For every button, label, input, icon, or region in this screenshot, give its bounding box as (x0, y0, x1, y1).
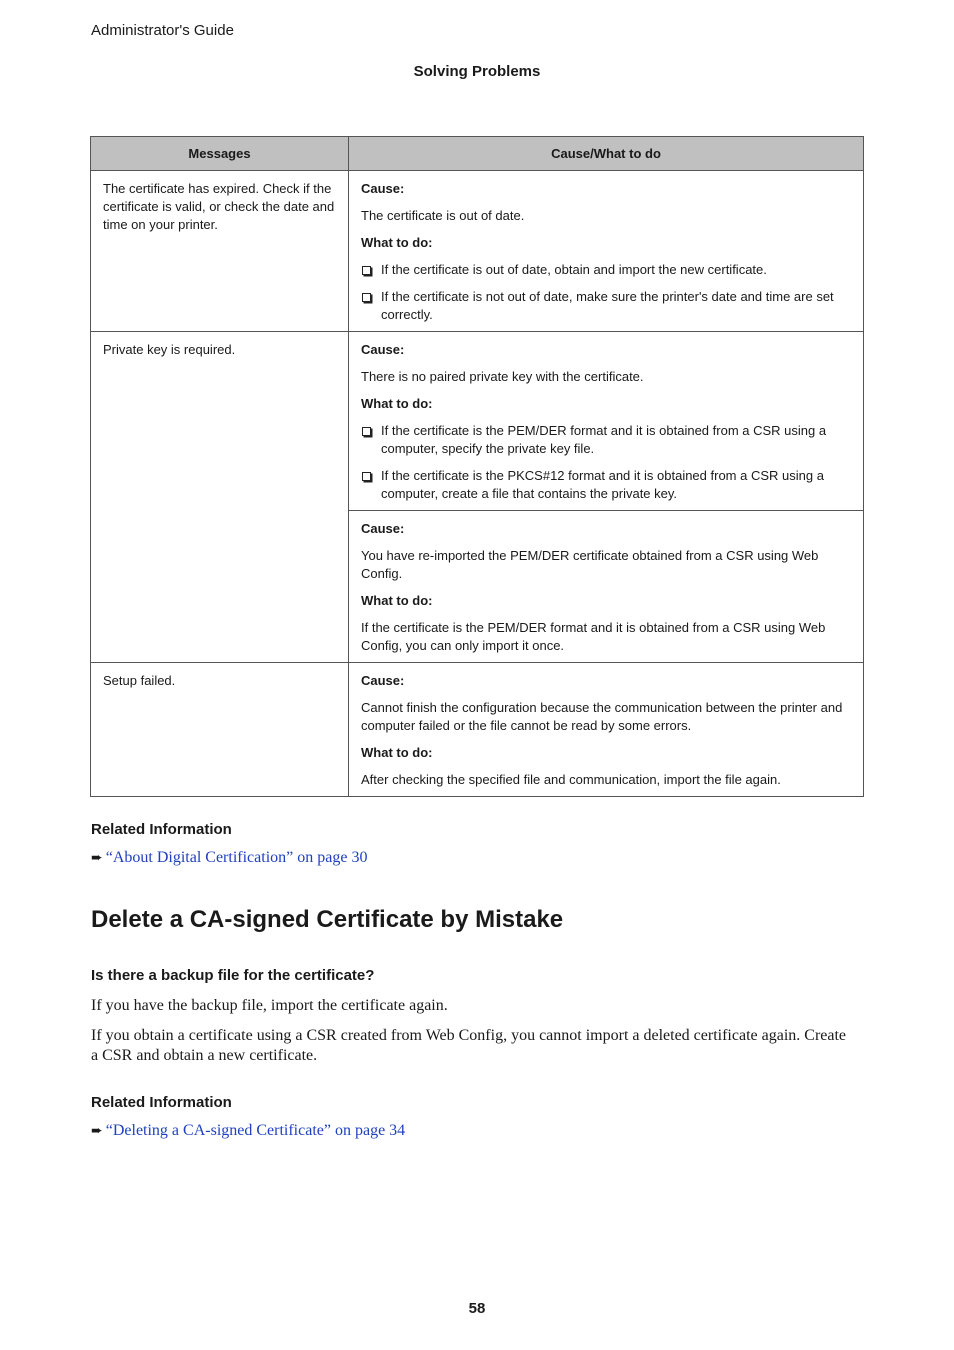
messages-table (90, 136, 864, 797)
checklist-item (361, 288, 851, 324)
what-to-do-label: What to do: (361, 745, 433, 760)
section-title: Delete a CA-signed Certificate by Mistake (91, 906, 564, 933)
checklist-item (361, 467, 851, 503)
paragraph: If you have the backup file, import the certificate again. (91, 997, 448, 1014)
checkbox-bullet-icon (362, 293, 371, 302)
arrow-right-icon: ➨ (91, 850, 103, 866)
cause-cell (349, 663, 864, 797)
cause-cell (349, 332, 864, 511)
message-text: Private key is required. (103, 342, 236, 357)
document-title: Administrator's Guide (91, 22, 234, 39)
related-information-heading: Related Information (91, 821, 232, 838)
related-information-heading: Related Information (91, 1094, 232, 1111)
checklist-item-text: If the certificate is the PEM/DER format and it is obtained from a CSR using a computer, specify the private key file. (381, 423, 827, 456)
message-text: Setup failed. (103, 673, 176, 688)
what-to-do-text: After checking the specified file and communication, import the file again. (361, 772, 781, 787)
what-to-do-label: What to do: (361, 235, 433, 250)
paragraph: If you obtain a certificate using a CSR created from Web Config, you cannot import a deleted certificate again. Create a CSR and obtain a new certificate. (91, 1027, 847, 1064)
checklist-item-text: If the certificate is out of date, obtain and import the new certificate. (381, 262, 767, 277)
cause-cell (349, 511, 864, 663)
table-row (91, 663, 864, 797)
cause-cell (349, 171, 864, 332)
cause-text: The certificate is out of date. (361, 208, 525, 223)
cause-label: Cause: (361, 673, 405, 688)
arrow-right-icon: ➨ (91, 1123, 103, 1139)
checklist-item-text: If the certificate is the PKCS#12 format and it is obtained from a CSR using a computer, create a file that contains the private key. (381, 468, 824, 501)
message-cell (91, 663, 349, 797)
cause-text: Cannot finish the configuration because the communication between the printer and computer failed or the file cannot be read by some errors. (361, 700, 843, 733)
related-link-item (91, 849, 367, 867)
checkbox-bullet-icon (362, 266, 371, 275)
message-cell (91, 171, 349, 332)
subheading: Is there a backup file for the certificate? (91, 967, 375, 984)
related-link-item (91, 1122, 405, 1140)
section-header: Solving Problems (413, 63, 541, 80)
deleting-ca-signed-certificate-link[interactable]: “Deleting a CA-signed Certificate” on page 34 (105, 1122, 406, 1139)
what-to-do-label: What to do: (361, 593, 433, 608)
table-header-row (91, 137, 864, 171)
table-row (91, 171, 864, 332)
cause-text: There is no paired private key with the certificate. (361, 369, 644, 384)
table-row (91, 332, 864, 511)
checklist-item-text: If the certificate is not out of date, make sure the printer's date and time are set correctly. (381, 289, 834, 322)
message-text: The certificate has expired. Check if the certificate is valid, or check the date and time on your printer. (103, 181, 335, 232)
message-cell (91, 332, 349, 663)
checkbox-bullet-icon (362, 472, 371, 481)
checklist-item (361, 261, 851, 279)
cause-label: Cause: (361, 521, 405, 536)
what-to-do-text: If the certificate is the PEM/DER format and it is obtained from a CSR using Web Config, you can only import it once. (361, 620, 826, 653)
cause-label: Cause: (361, 181, 405, 196)
column-header-messages: Messages (91, 137, 349, 171)
cause-text: You have re-imported the PEM/DER certificate obtained from a CSR using Web Config. (361, 548, 819, 581)
cause-label: Cause: (361, 342, 405, 357)
what-to-do-label: What to do: (361, 396, 433, 411)
column-header-cause: Cause/What to do (349, 137, 864, 171)
checklist-item (361, 422, 851, 458)
page-number: 58 (468, 1300, 486, 1317)
about-digital-certification-link[interactable]: “About Digital Certification” on page 30 (105, 849, 368, 866)
checkbox-bullet-icon (362, 427, 371, 436)
